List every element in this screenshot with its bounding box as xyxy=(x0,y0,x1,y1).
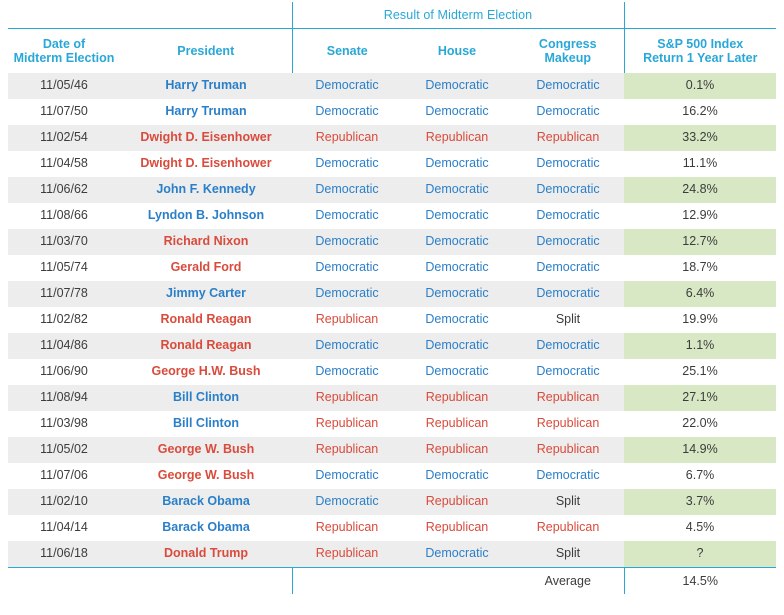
cell-senate: Democratic xyxy=(292,489,402,515)
column-header-congress-line2: Makeup xyxy=(544,50,592,65)
cell-president: Barack Obama xyxy=(120,489,292,515)
cell-house: Democratic xyxy=(402,541,512,568)
cell-senate: Democratic xyxy=(292,333,402,359)
column-header-sp500-line2: Return 1 Year Later xyxy=(643,50,758,65)
cell-president: George W. Bush xyxy=(157,468,255,482)
cell-sp500-return: 0.1% xyxy=(624,73,776,99)
table-header xyxy=(8,2,776,73)
midterm-election-table xyxy=(8,2,776,595)
cell-sp500-return: 25.1% xyxy=(624,359,776,385)
cell-senate: Democratic xyxy=(315,104,379,118)
cell-date: 11/04/58 xyxy=(40,156,88,170)
table-row xyxy=(8,541,776,568)
table-row xyxy=(8,489,776,515)
table-footer xyxy=(8,567,776,595)
cell-sp500-return: 22.0% xyxy=(624,411,776,437)
cell-date: 11/06/18 xyxy=(8,541,120,568)
cell-date: 11/07/06 xyxy=(40,468,88,482)
cell-president: Dwight D. Eisenhower xyxy=(140,156,272,170)
cell-date: 11/04/14 xyxy=(40,520,88,534)
cell-date: 11/08/66 xyxy=(40,208,88,222)
cell-congress-makeup: Republican xyxy=(536,416,600,430)
cell-senate: Democratic xyxy=(292,229,402,255)
cell-president: George W. Bush xyxy=(120,437,292,463)
cell-senate: Democratic xyxy=(292,177,402,203)
cell-senate: Democratic xyxy=(315,364,379,378)
column-header-congress-makeup xyxy=(512,28,624,73)
cell-house: Republican xyxy=(402,489,512,515)
table-row xyxy=(8,255,776,281)
average-value: 14.5% xyxy=(624,567,776,594)
cell-house: Democratic xyxy=(402,73,512,99)
average-spacer-4 xyxy=(402,567,512,594)
group-header-blank-right xyxy=(624,2,776,28)
cell-sp500-return: 3.7% xyxy=(624,489,776,515)
cell-congress-makeup: Split xyxy=(512,489,624,515)
cell-president: Richard Nixon xyxy=(120,229,292,255)
cell-date: 11/07/50 xyxy=(40,104,88,118)
cell-house: Republican xyxy=(425,416,489,430)
cell-sp500-return: 16.2% xyxy=(624,99,776,125)
cell-president: Donald Trump xyxy=(120,541,292,568)
cell-house: Republican xyxy=(402,125,512,151)
cell-senate: Republican xyxy=(315,520,379,534)
cell-house: Democratic xyxy=(425,364,489,378)
cell-senate: Democratic xyxy=(315,260,379,274)
column-header-president xyxy=(120,28,292,73)
cell-president: Gerald Ford xyxy=(170,260,242,274)
average-spacer-3 xyxy=(292,567,402,594)
table-row xyxy=(8,73,776,99)
table-row xyxy=(8,151,776,177)
cell-date: 11/05/74 xyxy=(40,260,88,274)
table-row xyxy=(8,385,776,411)
cell-date: 11/05/02 xyxy=(8,437,120,463)
cell-senate: Democratic xyxy=(315,468,379,482)
cell-senate: Democratic xyxy=(315,208,379,222)
cell-sp500-return: 11.1% xyxy=(624,151,776,177)
cell-date: 11/03/70 xyxy=(8,229,120,255)
cell-president: Harry Truman xyxy=(120,73,292,99)
table-row xyxy=(8,203,776,229)
cell-date: 11/02/54 xyxy=(8,125,120,151)
cell-congress-makeup: Republican xyxy=(512,437,624,463)
cell-senate: Democratic xyxy=(292,281,402,307)
cell-house: Democratic xyxy=(402,177,512,203)
cell-house: Democratic xyxy=(425,312,489,326)
cell-senate: Republican xyxy=(315,312,379,326)
column-header-congress-line1: Congress xyxy=(538,36,597,51)
cell-date: 11/03/98 xyxy=(40,416,88,430)
column-header-date-line1: Date of xyxy=(42,36,86,51)
table-row xyxy=(8,229,776,255)
cell-house: Democratic xyxy=(425,156,489,170)
cell-house: Democratic xyxy=(425,260,489,274)
table-row xyxy=(8,515,776,541)
column-header-house-line1: House xyxy=(437,43,477,58)
table-row xyxy=(8,359,776,385)
cell-congress-makeup: Split xyxy=(555,312,581,326)
cell-congress-makeup: Democratic xyxy=(536,364,600,378)
cell-sp500-return: 18.7% xyxy=(624,255,776,281)
column-header-row xyxy=(8,28,776,73)
cell-congress-makeup: Democratic xyxy=(536,104,600,118)
cell-congress-makeup: Democratic xyxy=(536,208,600,222)
cell-president: Bill Clinton xyxy=(120,385,292,411)
cell-date: 11/07/78 xyxy=(8,281,120,307)
cell-date: 11/02/82 xyxy=(40,312,88,326)
cell-senate: Republican xyxy=(292,385,402,411)
table-row xyxy=(8,281,776,307)
cell-sp500-return: 19.9% xyxy=(624,307,776,333)
cell-senate: Democratic xyxy=(315,156,379,170)
table-row xyxy=(8,99,776,125)
cell-congress-makeup: Democratic xyxy=(536,156,600,170)
cell-president: Barack Obama xyxy=(162,520,250,534)
table-row xyxy=(8,437,776,463)
cell-congress-makeup: Split xyxy=(512,541,624,568)
cell-congress-makeup: Democratic xyxy=(512,229,624,255)
cell-president: Lyndon B. Johnson xyxy=(147,208,265,222)
cell-house: Democratic xyxy=(425,208,489,222)
cell-sp500-return: 12.9% xyxy=(624,203,776,229)
column-header-senate-line1: Senate xyxy=(326,43,368,58)
average-label: Average xyxy=(512,567,624,594)
cell-date: 11/04/86 xyxy=(8,333,120,359)
column-header-sp500 xyxy=(624,28,776,73)
cell-senate: Republican xyxy=(292,541,402,568)
average-spacer-2 xyxy=(120,567,292,594)
group-header-result-label: Result of Midterm Election xyxy=(292,2,624,28)
cell-sp500-return: 6.7% xyxy=(624,463,776,489)
column-header-date-line2: Midterm Election xyxy=(13,50,115,65)
cell-house: Democratic xyxy=(425,468,489,482)
cell-sp500-return: 24.8% xyxy=(624,177,776,203)
cell-house: Republican xyxy=(402,385,512,411)
group-header-blank-left xyxy=(8,2,120,28)
cell-congress-makeup: Republican xyxy=(536,520,600,534)
column-header-senate xyxy=(292,28,402,73)
table-row xyxy=(8,463,776,489)
cell-president: John F. Kennedy xyxy=(120,177,292,203)
cell-president: Ronald Reagan xyxy=(120,333,292,359)
cell-senate: Republican xyxy=(292,125,402,151)
column-header-president-line1: President xyxy=(177,43,235,58)
cell-house: Democratic xyxy=(402,281,512,307)
table-row xyxy=(8,125,776,151)
cell-sp500-return: 12.7% xyxy=(624,229,776,255)
cell-congress-makeup: Democratic xyxy=(512,73,624,99)
cell-house: Republican xyxy=(425,520,489,534)
cell-congress-makeup: Democratic xyxy=(512,333,624,359)
cell-sp500-return: 1.1% xyxy=(624,333,776,359)
table-row xyxy=(8,177,776,203)
cell-senate: Democratic xyxy=(292,73,402,99)
column-header-house xyxy=(402,28,512,73)
cell-date: 11/05/46 xyxy=(8,73,120,99)
column-header-date xyxy=(8,28,120,73)
column-header-sp500-line1: S&P 500 Index xyxy=(657,36,744,51)
cell-senate: Republican xyxy=(292,437,402,463)
cell-sp500-return: 33.2% xyxy=(624,125,776,151)
cell-date: 11/02/10 xyxy=(8,489,120,515)
table-row xyxy=(8,307,776,333)
cell-senate: Republican xyxy=(315,416,379,430)
cell-house: Democratic xyxy=(425,104,489,118)
cell-president: George H.W. Bush xyxy=(151,364,261,378)
cell-sp500-return: 14.9% xyxy=(624,437,776,463)
cell-date: 11/06/90 xyxy=(40,364,88,378)
average-row xyxy=(8,567,776,594)
average-spacer-1 xyxy=(8,567,120,594)
cell-date: 11/08/94 xyxy=(8,385,120,411)
cell-congress-makeup: Democratic xyxy=(512,177,624,203)
cell-president: Dwight D. Eisenhower xyxy=(120,125,292,151)
cell-congress-makeup: Democratic xyxy=(536,260,600,274)
cell-president: Jimmy Carter xyxy=(120,281,292,307)
footer-border xyxy=(8,594,776,595)
table-row xyxy=(8,333,776,359)
cell-house: Republican xyxy=(402,437,512,463)
cell-sp500-return: 27.1% xyxy=(624,385,776,411)
footer-border-row xyxy=(8,594,776,595)
cell-sp500-return: ? xyxy=(624,541,776,568)
cell-date: 11/06/62 xyxy=(8,177,120,203)
cell-congress-makeup: Democratic xyxy=(512,281,624,307)
cell-congress-makeup: Republican xyxy=(512,385,624,411)
cell-president: Ronald Reagan xyxy=(160,312,252,326)
cell-house: Democratic xyxy=(402,229,512,255)
cell-sp500-return: 4.5% xyxy=(624,515,776,541)
cell-congress-makeup: Republican xyxy=(512,125,624,151)
cell-house: Democratic xyxy=(402,333,512,359)
cell-sp500-return: 6.4% xyxy=(624,281,776,307)
group-header-blank-left2 xyxy=(120,2,292,28)
table-row xyxy=(8,411,776,437)
cell-congress-makeup: Democratic xyxy=(536,468,600,482)
cell-president: Harry Truman xyxy=(165,104,247,118)
group-header-row xyxy=(8,2,776,28)
table-body xyxy=(8,73,776,568)
cell-president: Bill Clinton xyxy=(173,416,239,430)
